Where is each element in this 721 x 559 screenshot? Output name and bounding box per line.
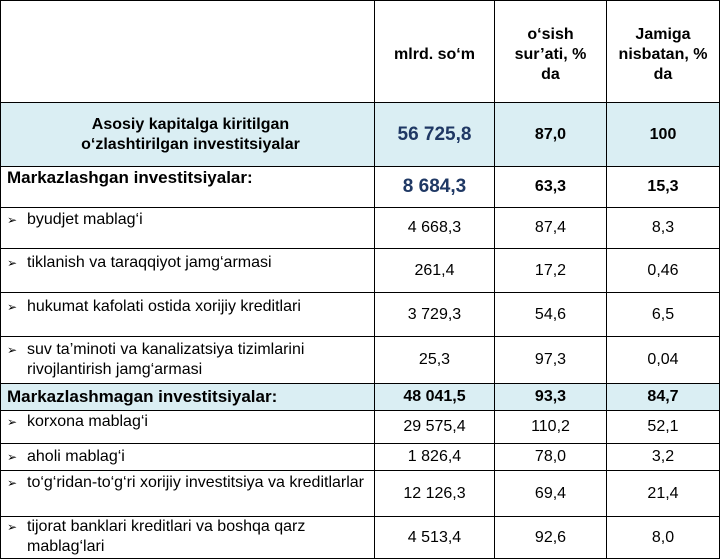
row-value-growth: 54,6 (495, 293, 607, 337)
row-value-growth: 97,3 (495, 337, 607, 384)
row-value-share: 0,46 (607, 249, 720, 293)
row-value-growth: 92,6 (495, 517, 607, 559)
arrow-bullet-icon: ➢ (7, 476, 18, 490)
table-row (1, 411, 720, 444)
row-label (1, 293, 375, 337)
row-value-growth: 78,0 (495, 444, 607, 471)
row-value-share: 21,4 (607, 471, 720, 517)
arrow-bullet-icon: ➢ (7, 256, 18, 270)
row-label: Markazlashmagan investitsiyalar: (1, 384, 375, 411)
header-col3 (607, 1, 720, 103)
row-value-share: 8,3 (607, 208, 720, 249)
table-row-total (1, 103, 720, 167)
row-value-growth: 63,3 (495, 167, 607, 208)
row-label (1, 208, 375, 249)
row-label-text: korxona mablag‘i (27, 413, 148, 430)
table-row (1, 471, 720, 517)
header-empty-cell (1, 1, 375, 103)
row-value-mlrd: 3 729,3 (375, 293, 495, 337)
row-value-mlrd: 56 725,8 (375, 103, 495, 167)
row-value-mlrd: 4 668,3 (375, 208, 495, 249)
table-row-decentralized (1, 384, 720, 411)
row-value-growth: 93,3 (495, 384, 607, 411)
row-value-share: 0,04 (607, 337, 720, 384)
table-row (1, 249, 720, 293)
row-label (1, 517, 375, 559)
row-label-text: tijorat banklari kreditlari va boshqa qarz mablag‘lari (27, 518, 306, 555)
row-label (1, 337, 375, 384)
row-value-share: 3,2 (607, 444, 720, 471)
row-value-growth: 17,2 (495, 249, 607, 293)
row-value-growth: 110,2 (495, 411, 607, 444)
row-label-text: to‘g‘ridan-to‘g‘ri xorijiy investitsiya va kreditlarlar (27, 474, 364, 491)
row-value-share: 100 (607, 103, 720, 167)
arrow-bullet-icon: ➢ (7, 343, 18, 357)
row-label (1, 444, 375, 471)
row-label-text: hukumat kafolati ostida xorijiy kreditlari (27, 298, 301, 315)
row-value-mlrd: 4 513,4 (375, 517, 495, 559)
row-value-mlrd: 12 126,3 (375, 471, 495, 517)
row-value-share: 84,7 (607, 384, 720, 411)
table-row (1, 293, 720, 337)
header-row (1, 1, 720, 103)
row-value-share: 6,5 (607, 293, 720, 337)
row-label (1, 411, 375, 444)
row-value-mlrd: 261,4 (375, 249, 495, 293)
row-value-share: 15,3 (607, 167, 720, 208)
arrow-bullet-icon: ➢ (7, 450, 18, 464)
row-label-text: suv ta’minoti va kanalizatsiya tizimlarini rivojlantirish jamg‘armasi (27, 341, 305, 378)
table-row (1, 517, 720, 559)
row-value-growth: 69,4 (495, 471, 607, 517)
arrow-bullet-icon: ➢ (7, 520, 18, 534)
row-label (1, 471, 375, 517)
row-value-mlrd: 25,3 (375, 337, 495, 384)
table-row (1, 444, 720, 471)
table-row (1, 337, 720, 384)
row-value-mlrd: 8 684,3 (375, 167, 495, 208)
row-value-mlrd: 48 041,5 (375, 384, 495, 411)
header-col3-text: Jamiga nisbatan, % da (618, 25, 708, 83)
row-label (1, 103, 375, 167)
row-value-share: 52,1 (607, 411, 720, 444)
row-label: Markazlashgan investitsiyalar: (1, 167, 375, 208)
row-value-mlrd: 1 826,4 (375, 444, 495, 471)
arrow-bullet-icon: ➢ (7, 415, 18, 429)
row-label-text: aholi mablag‘i (27, 448, 125, 465)
row-value-growth: 87,4 (495, 208, 607, 249)
header-col1: mlrd. so‘m (375, 1, 495, 103)
row-value-growth: 87,0 (495, 103, 607, 167)
row-label-text: byudjet mablag‘i (27, 211, 143, 228)
arrow-bullet-icon: ➢ (7, 213, 18, 227)
table-row (1, 208, 720, 249)
header-col2 (495, 1, 607, 103)
row-value-mlrd: 29 575,4 (375, 411, 495, 444)
row-label (1, 249, 375, 293)
row-value-share: 8,0 (607, 517, 720, 559)
arrow-bullet-icon: ➢ (7, 300, 18, 314)
table-row-centralized (1, 167, 720, 208)
header-col2-text: o‘sish sur’ati, % da (514, 25, 587, 83)
row-label-text: tiklanish va taraqqiyot jamg‘armasi (27, 254, 272, 271)
row-label-text: Asosiy kapitalga kiritilgan o‘zlashtirilgan investitsiyalar (81, 115, 300, 153)
